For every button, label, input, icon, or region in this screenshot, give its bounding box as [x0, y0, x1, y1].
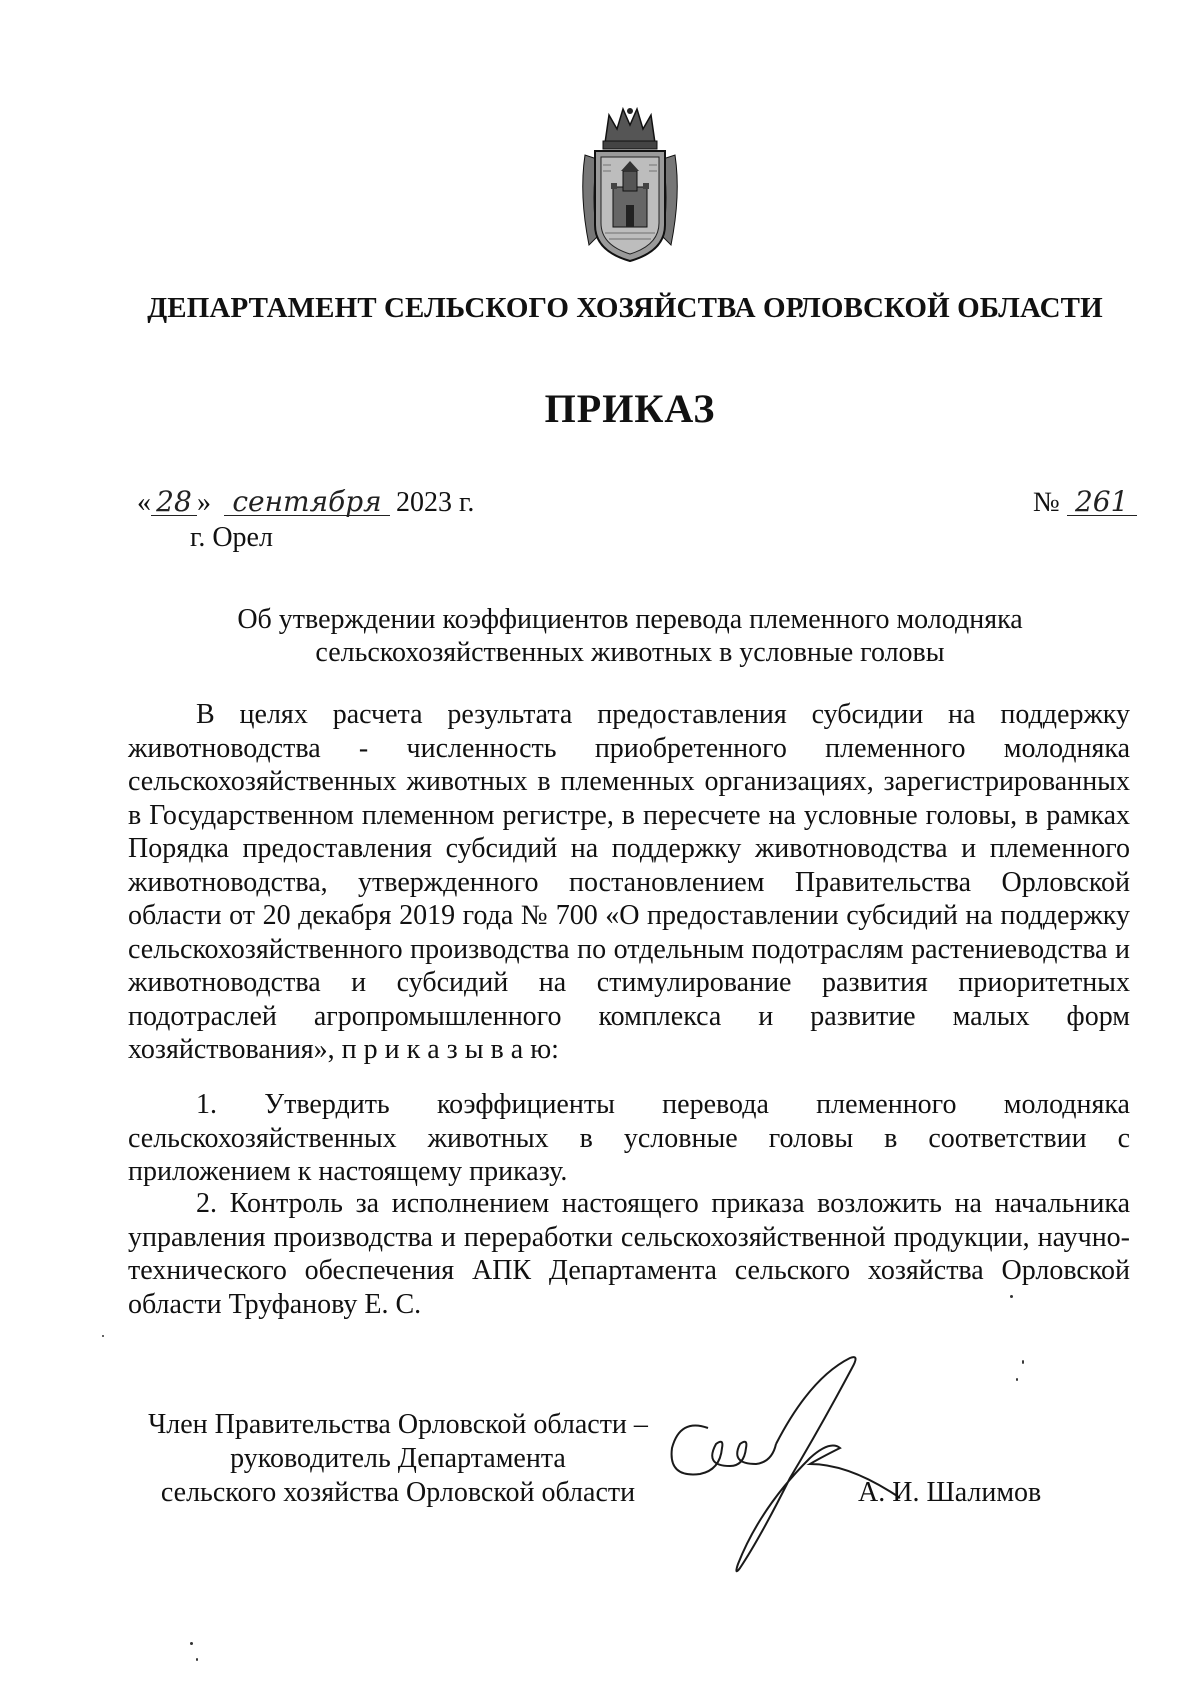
signer-title-line-1: Член Правительства Орловской области – [148, 1409, 648, 1440]
quote-open: « [137, 487, 151, 518]
date-month: сентября [224, 489, 390, 516]
handwritten-signature [660, 1348, 910, 1578]
document-type-title: ПРИКАЗ [544, 386, 716, 431]
department-title: ДЕПАРТАМЕНТ СЕЛЬСКОГО ХОЗЯЙСТВА ОРЛОВСКОЙ ОБЛАСТИ [147, 292, 1103, 324]
document-subject [0, 603, 1200, 669]
quote-close: » [197, 487, 211, 518]
document-city: г. Орел [190, 522, 273, 553]
signer-title-line-3: сельского хозяйства Орловской области [160, 1477, 636, 1508]
body-paragraph-preamble: В целях расчета результата предоставления субсидии на поддержку животноводства - численность приобретенного племенного молодняка сельскохозяйственных животных в племенных организациях, зарегистрированных в Государственном племенном регистре, в пересчете на условные головы, в рамках Порядка предоставления субсидий на поддержку животноводства и племенного животноводства, утвержденного постановлением Правительства Орловской области от 20 декабря 2019 года № 700 «О предоставлении субсидий на поддержку сельскохозяйственного производства по отдельным подотраслям растениеводства и животноводства и субсидий на стимулирование развития приоритетных подотраслей агропромышленного комплекса и развитие малых форм хозяйствования», п р и к а з ы в а ю: [128, 699, 1130, 1065]
scan-speck [1022, 1360, 1024, 1364]
signer-title [128, 1408, 668, 1510]
date-year: 2023 г. [396, 487, 475, 518]
body-paragraph-item-2: 2. Контроль за исполнением настоящего приказа возложить на начальника управления производства и переработки сельскохозяйственной продукции, научно-технического обеспечения АПК Департамента сельского хозяйства Орловской области Труфанову Е. С. [128, 1188, 1130, 1320]
coat-of-arms-emblem [575, 105, 685, 265]
body-paragraph-item-1: 1. Утвердить коэффициенты перевода племенного молодняка сельскохозяйственных животных в условные головы в соответствии с приложением к настоящему приказу. [128, 1089, 1130, 1187]
signer-name: А. И. Шалимов [858, 1477, 1042, 1508]
scan-speck [1016, 1378, 1018, 1381]
date-day: 28 [151, 489, 197, 516]
number-value: 261 [1067, 489, 1137, 516]
document-number [1033, 487, 1137, 519]
number-prefix: № [1033, 487, 1060, 518]
scan-speck [102, 1335, 104, 1337]
scan-speck [190, 1642, 193, 1645]
signer-title-line-2: руководитель Департамента [230, 1443, 566, 1474]
subject-line-1: Об утверждении коэффициентов перевода племенного молодняка [237, 604, 1023, 635]
scan-speck [1010, 1295, 1013, 1298]
scan-speck [196, 1658, 198, 1661]
subject-line-2: сельскохозяйственных животных в условные головы [315, 637, 945, 668]
document-date [137, 487, 474, 519]
